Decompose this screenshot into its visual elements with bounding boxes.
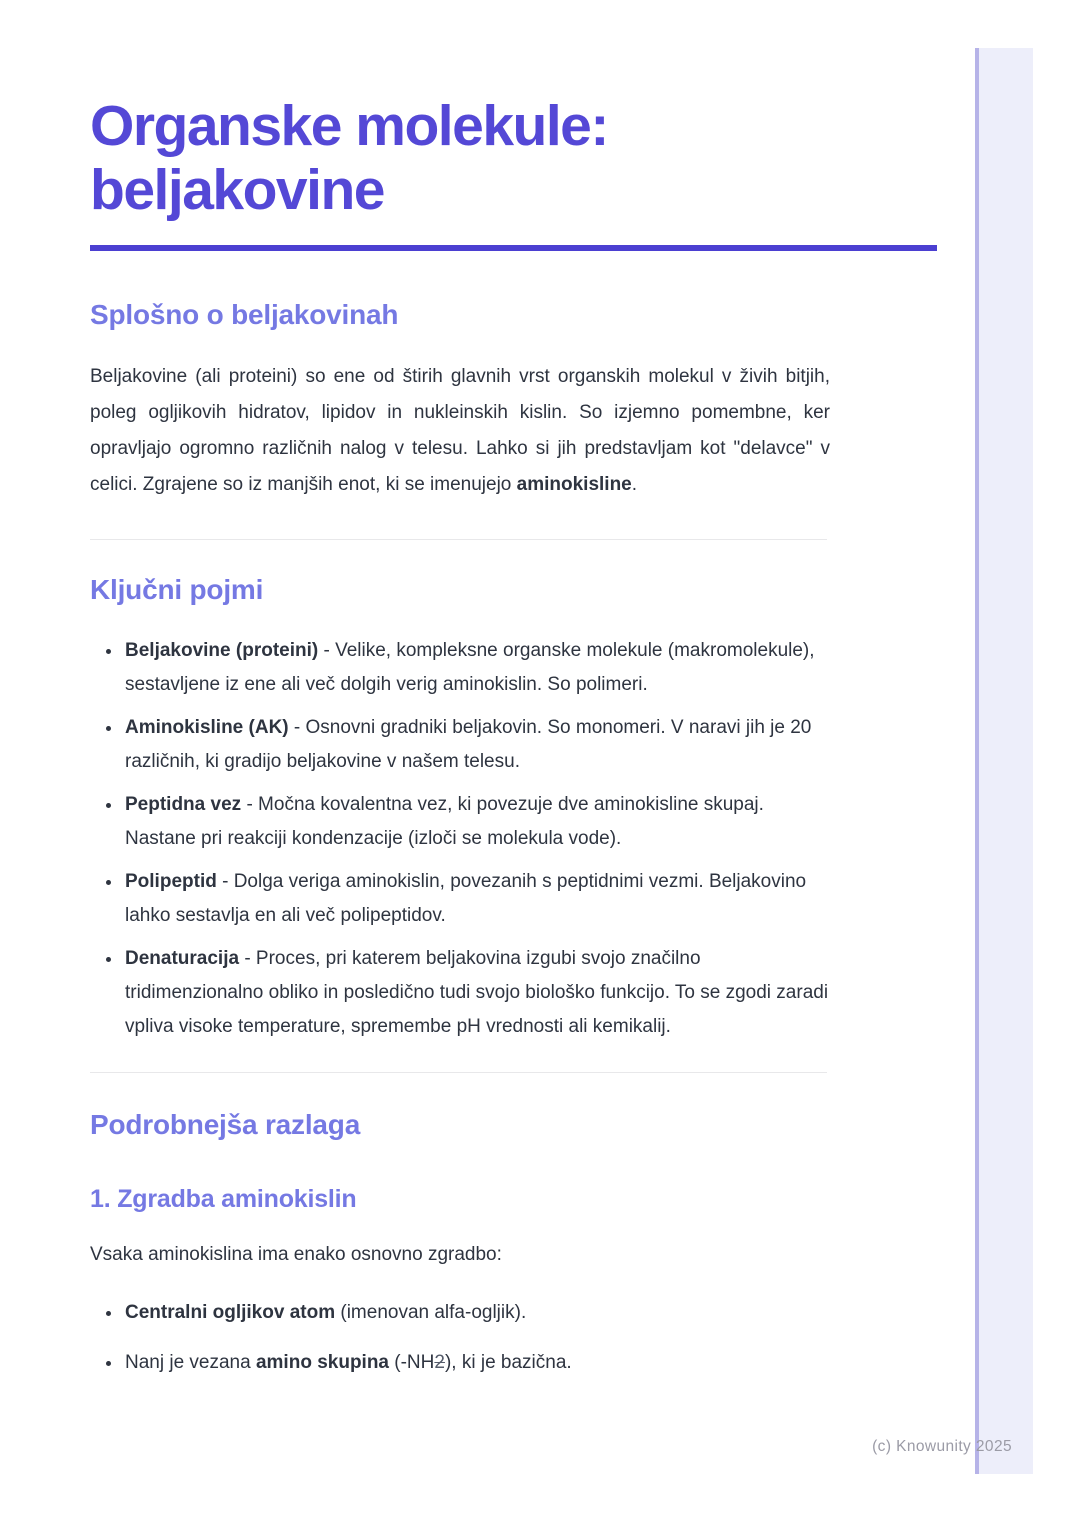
structure-list <box>90 1296 830 1380</box>
copyright-note: (c) Knowunity 2025 <box>872 1438 1012 1455</box>
term-label: Centralni ogljikov atom <box>125 1301 336 1323</box>
list-item <box>123 942 830 1044</box>
item-prefix: Nanj je vezana <box>125 1351 256 1373</box>
structure-intro: Vsaka aminokislina ima enako osnovno zgradbo: <box>90 1243 502 1265</box>
document-content <box>90 0 830 1396</box>
title-divider <box>90 245 937 251</box>
list-item <box>123 1346 830 1380</box>
term-label: Denaturacija <box>125 947 240 969</box>
section-divider-2 <box>90 1072 827 1073</box>
formula-text: (-NH <box>389 1351 435 1373</box>
intro-paragraph <box>90 359 830 503</box>
page-title: Organske molekule: beljakovine <box>90 94 608 222</box>
term-label: Beljakovine (proteini) <box>125 639 319 661</box>
term-description: - Dolga veriga aminokislin, povezanih s peptidnimi vezmi. Beljakovino lahko sestavlja en ali več polipeptidov. <box>125 870 807 926</box>
term-label: Peptidna vez <box>125 793 242 815</box>
list-item <box>123 711 830 779</box>
list-item <box>123 788 830 856</box>
section-heading-details: Podrobnejša razlaga <box>90 1108 361 1140</box>
term-description: - Velike, kompleksne organske molekule (makromolekule), sestavljene iz ene ali več dolgih verig aminokislin. So polimeri. <box>125 639 815 695</box>
term-label: Aminokisline (AK) <box>125 716 289 738</box>
intro-paragraph-bold-term: aminokisline <box>516 473 632 495</box>
list-item <box>123 865 830 933</box>
subsection-heading-structure: 1. Zgradba aminokislin <box>90 1184 357 1213</box>
section-heading-key-terms: Ključni pojmi <box>90 573 264 605</box>
term-label: amino skupina <box>255 1351 389 1373</box>
section-details <box>90 1109 830 1380</box>
item-suffix: ), ki je bazična. <box>444 1351 572 1373</box>
section-heading-general: Splošno o beljakovinah <box>90 298 399 330</box>
list-item <box>123 1296 830 1330</box>
section-general <box>90 299 830 503</box>
decorative-side-strip <box>975 48 1033 1474</box>
intro-paragraph-text: Beljakovine (ali proteini) so ene od štirih glavnih vrst organskih molekul v živih bitjih, poleg ogljikovih hidratov, lipidov in nukleinskih kislin. So izjemno pomembne, ker opravljajo ogromno različnih nalog v telesu. Lahko si jih predstavljam kot "delavce" v celici. Zgrajene so iz manjših enot, ki se imenujejo <box>90 365 830 495</box>
list-item <box>123 634 830 702</box>
term-label: Polipeptid <box>125 870 217 892</box>
section-key-terms <box>90 574 830 1044</box>
formula-subscript: 2 <box>434 1351 445 1373</box>
term-description: - Proces, pri katerem beljakovina izgubi svojo značilno tridimenzionalno obliko in posledično tudi svojo biološko funkcijo. To se zgodi zaradi vpliva visoke temperature, spremembe pH vrednosti ali kemikalij. <box>125 947 829 1037</box>
key-terms-list <box>90 634 830 1044</box>
section-divider-1 <box>90 539 827 540</box>
intro-paragraph-period: . <box>631 473 638 495</box>
term-description: (imenovan alfa-ogljik). <box>335 1301 527 1323</box>
term-description: - Močna kovalentna vez, ki povezuje dve aminokisline skupaj. Nastane pri reakciji kondenzacije (izloči se molekula vode). <box>125 793 764 849</box>
term-description: - Osnovni gradniki beljakovin. So monomeri. V naravi jih je 20 različnih, ki gradijo beljakovine v našem telesu. <box>125 716 812 772</box>
